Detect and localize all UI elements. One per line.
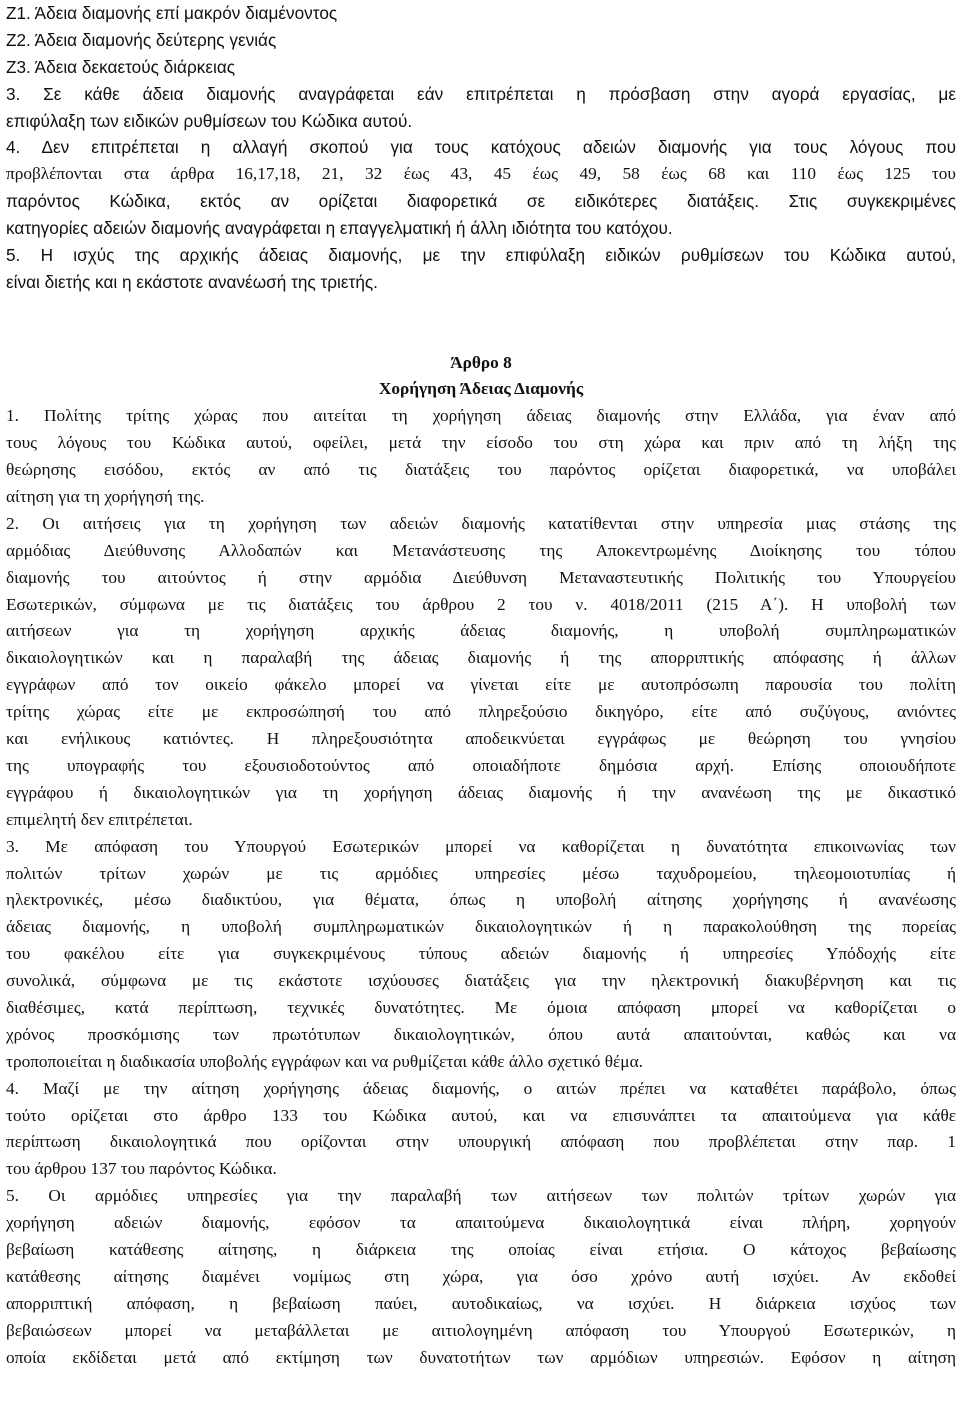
- text-line: άδειας διαμονής, η υποβολή συμπληρωματικών δικαιολογητικών ή η παρακολούθηση της πορείας: [6, 917, 956, 937]
- text-line: απορριπτική απόφαση, η βεβαίωση παύει, αυτοδικαίως, να ισχύει. Η διάρκεια ισχύος των: [6, 1293, 956, 1313]
- text-line: ηλεκτρονικές, μέσω διαδικτύου, για θέματα, όπως η υποβολή αίτησης χορήγησης ή ανανέωσης: [6, 890, 956, 910]
- text-line: προβλέπονται στα άρθρα 16,17,18, 21, 32 έως 43, 45 έως 49, 58 έως 68 και 110 έως 125 του: [6, 164, 956, 184]
- text-line: 3. Με απόφαση του Υπουργού Εσωτερικών μπορεί να καθορίζεται η δυνατότητα επικοινωνίας των: [6, 836, 956, 856]
- text-line: δικαιολογητικών και η παραλαβή της άδειας διαμονής ή της απορριπτικής απόφασης ή άλλων: [6, 648, 956, 668]
- text-line: και ενήλικους κατιόντες. Η πληρεξουσιότητα αποδεικνύεται εγγράφως με θεώρηση του γνησίου: [6, 729, 956, 749]
- text-line: χορήγηση αδειών διαμονής, εφόσον τα απαιτούμενα δικαιολογητικά είναι πλήρη, χορηγούν: [6, 1213, 956, 1233]
- text-line: κατηγορίες αδειών διαμονής αναγράφεται η επαγγελματική ή άλλη ιδιότητα του κατόχου.: [6, 218, 673, 239]
- text-line: παρόντος Κώδικα, εκτός αν ορίζεται διαφορετικά σε ειδικότερες διατάξεις. Στις συγκεκριμένες: [6, 191, 956, 212]
- text-line: Εσωτερικών, σύμφωνα με τις διατάξεις του άρθρου 2 του ν. 4018/2011 (215 Α΄). Η υποβολή των: [6, 594, 956, 614]
- text-line: 2. Οι αιτήσεις για τη χορήγηση των αδειών διαμονής κατατίθενται στην υπηρεσία μιας στάσης της: [6, 513, 956, 533]
- text-line: 3. Σε κάθε άδεια διαμονής αναγράφεται εάν επιτρέπεται η πρόσβαση στην αγορά εργασίας, με: [6, 83, 956, 104]
- text-line: αίτηση για τη χορήγησή της.: [6, 487, 205, 507]
- text-line: θεώρησης εισόδου, εκτός αν από τις διατάξεις του παρόντος ορίζεται διαφορετικά, να υποβάλει: [6, 460, 956, 480]
- text-line: οποία εκδίδεται μετά από εκτίμηση των δυνατοτήτων των αρμόδιων υπηρεσιών. Εφόσον η αίτηση: [6, 1347, 956, 1367]
- text-line: επιμελητή δεν επιτρέπεται.: [6, 809, 193, 829]
- text-line: διαμονής του αιτούντος ή στην αρμόδια Διεύθυνση Μεταναστευτικής Πολιτικής του Υπουργείου: [6, 567, 956, 587]
- text-line: 5. Η ισχύς της αρχικής άδειας διαμονής, με την επιφύλαξη ειδικών ρυθμίσεων του Κώδικα αυτού,: [6, 245, 956, 266]
- text-line: τούτο ορίζεται στο άρθρο 133 του Κώδικα αυτού, και να επισυνάπτει τα απαιτούμενα για κάθε: [6, 1105, 956, 1125]
- spacer-2: [6, 323, 956, 350]
- text-line: τροποποιείται η διαδικασία υποβολής εγγράφων και να ρυθμίζεται κάθε άλλο σχετικό θέμα.: [6, 1051, 643, 1071]
- article-body: [6, 403, 956, 1371]
- text-line: επιφύλαξη των ειδικών ρυθμίσεων του Κώδικα αυτού.: [6, 110, 413, 131]
- article-title: Χορήγηση Άδειας Διαμονής: [378, 379, 584, 399]
- text-line: πολιτών τρίτων χωρών με τις αρμόδιες υπηρεσίες μέσω ταχυδρομείου, τηλεομοιοτυπίας ή: [6, 863, 956, 883]
- text-line: 1. Πολίτης τρίτης χώρας που αιτείται τη χορήγηση άδειας διαμονής στην Ελλάδα, για έναν από: [6, 406, 956, 426]
- text-line: χρόνος προσκόμισης των πρωτότυπων δικαιολογητικών, όπου αυτά απαιτούνται, καθώς και να: [6, 1024, 956, 1044]
- text-line: κατάθεσης αίτησης διαμένει νομίμως στη χώρα, για όσο χρόνο αυτή ισχύει. Αν εκδοθεί: [6, 1266, 956, 1286]
- top-block: [6, 0, 956, 296]
- text-line: 4. Δεν επιτρέπεται η αλλαγή σκοπού για τους κατόχους αδειών διαμονής για τους λόγους που: [6, 137, 956, 158]
- text-line: αρμόδιας Διεύθυνσης Αλλοδαπών και Μετανάστευσης της Αποκεντρωμένης Διοίκησης του τόπου: [6, 540, 956, 560]
- text-line: 5. Οι αρμόδιες υπηρεσίες για την παραλαβή των αιτήσεων των πολιτών τρίτων χωρών για: [6, 1186, 956, 1206]
- text-line: βεβαιώσεων μπορεί να μεταβάλλεται με αιτιολογημένη απόφαση του Υπουργού Εσωτερικών, η: [6, 1320, 956, 1340]
- text-line: Ζ2. Άδεια διαμονής δεύτερης γενιάς: [6, 29, 277, 50]
- text-line: τους λόγους του Κώδικα αυτού, οφείλει, μετά την είσοδο του στη χώρα και πριν από τη λήξη της: [6, 433, 956, 453]
- text-line: περίπτωση δικαιολογητικά που ορίζονται στην υπουργική απόφαση που προβλέπεται στην παρ. 1: [6, 1132, 956, 1152]
- text-line: της υπογραφής του εξουσιοδοτούντος από οποιαδήποτε δημόσια αρχή. Επίσης οποιουδήποτε: [6, 755, 956, 775]
- text-line: Ζ1. Άδεια διαμονής επί μακρόν διαμένοντος: [6, 3, 338, 23]
- document-page: [6, 0, 956, 1371]
- text-line: εγγράφου ή δικαιολογητικών για τη χορήγηση άδειας διαμονής ή την ανανέωση της με δικαστικό: [6, 782, 956, 802]
- article-number: Άρθρο 8: [450, 352, 512, 372]
- text-line: βεβαίωση κατάθεσης αίτησης, η διάρκεια της οποίας είναι ετήσια. Ο κάτοχος βεβαίωσης: [6, 1239, 956, 1259]
- text-line: διαθέσιμες, κατά περίπτωση, τεχνικές δυνατότητες. Με όμοια απόφαση μπορεί να καθορίζεται ο: [6, 997, 956, 1017]
- text-line: αιτήσεων για τη χορήγηση αρχικής άδειας διαμονής, η υποβολή συμπληρωματικών: [6, 621, 956, 641]
- spacer-1: [6, 296, 956, 323]
- text-line: συνολικά, σύμφωνα με τις εκάστοτε ισχύουσες διατάξεις για την ηλεκτρονική διακυβέρνηση και τις: [6, 971, 956, 991]
- text-line: Ζ3. Άδεια δεκαετούς διάρκειας: [6, 56, 236, 77]
- text-line: εγγράφων από τον οικείο φάκελο μπορεί να γίνεται είτε με αυτοπρόσωπη παρουσία του πολίτη: [6, 675, 956, 695]
- text-line: τρίτης χώρας είτε με εκπροσώπησή του από πληρεξούσιο δικηγόρο, είτε από συζύγους, ανιόντες: [6, 702, 956, 722]
- text-line: του φακέλου είτε για συγκεκριμένους τύπους αδειών διαμονής ή υπηρεσίες Υπόδοχής είτε: [6, 944, 956, 964]
- text-line: είναι διετής και η εκάστοτε ανανέωσή της τριετής.: [6, 271, 378, 292]
- text-line: 4. Μαζί με την αίτηση χορήγησης άδειας διαμονής, ο αιτών πρέπει να καταθέτει παράβολο, όπως: [6, 1078, 956, 1098]
- text-line: του άρθρου 137 του παρόντος Κώδικα.: [6, 1159, 277, 1179]
